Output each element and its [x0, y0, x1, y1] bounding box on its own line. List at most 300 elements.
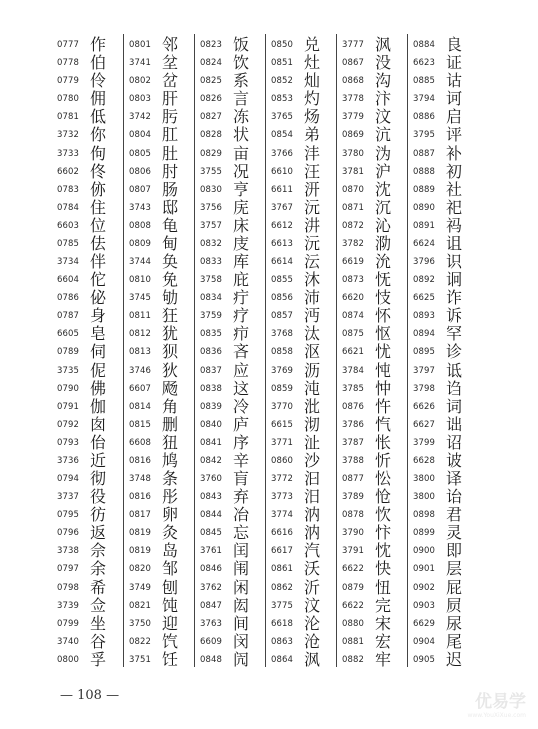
character-code: 0781	[57, 112, 80, 123]
character-code: 0905	[413, 654, 436, 665]
character-code: 0836	[200, 347, 223, 358]
character-glyph: 坌	[162, 53, 179, 73]
character-code: 3751	[129, 654, 152, 665]
character-glyph: 评	[446, 125, 463, 145]
character-code: 3737	[57, 492, 80, 503]
character-glyph: 疖	[233, 324, 250, 344]
character-glyph: 诎	[446, 414, 463, 434]
character-code: 0853	[271, 94, 294, 105]
character-glyph: 佛	[90, 378, 107, 398]
character-glyph: 怆	[375, 487, 392, 507]
character-glyph: 饭	[233, 35, 250, 54]
character-glyph: 谷	[90, 631, 107, 651]
character-glyph: 汫	[304, 215, 321, 235]
character-glyph: 兑	[304, 35, 321, 54]
character-glyph: 忡	[375, 378, 392, 398]
character-glyph: 佁	[90, 432, 107, 452]
character-column	[413, 34, 479, 667]
character-glyph: 屁	[446, 577, 463, 597]
character-glyph: 灿	[304, 71, 321, 91]
character-code: 0903	[413, 600, 436, 611]
character-glyph: 沣	[304, 143, 321, 163]
character-glyph: 岔	[162, 71, 179, 91]
character-glyph: 沅	[304, 197, 321, 217]
character-code: 0783	[57, 184, 80, 195]
character-code: 0812	[129, 329, 152, 340]
character-code: 3777	[342, 40, 365, 50]
character-code: 0869	[342, 130, 365, 141]
character-code: 3766	[271, 148, 294, 159]
page-number: — 108 —	[60, 688, 120, 703]
character-column	[129, 34, 195, 667]
character-code: 6627	[413, 419, 436, 430]
character-code: 6604	[57, 275, 80, 286]
character-glyph: 饮	[233, 53, 250, 73]
character-code: 0860	[271, 455, 294, 466]
character-glyph: 沙	[304, 450, 321, 470]
character-glyph: 饪	[162, 649, 179, 669]
character-glyph: 沆	[375, 125, 392, 145]
character-code: 0884	[413, 40, 436, 50]
character-code: 3778	[342, 94, 365, 105]
character-glyph: 伯	[90, 53, 107, 73]
character-code: 6625	[413, 293, 436, 304]
character-code: 3746	[129, 365, 152, 376]
character-code: 0780	[57, 94, 80, 105]
character-glyph: 㑊	[90, 179, 107, 199]
character-code: 3757	[200, 220, 223, 231]
character-glyph: 诊	[446, 342, 463, 362]
character-glyph: 奂	[162, 252, 179, 272]
character-glyph: 忳	[375, 360, 392, 380]
character-glyph: 佥	[90, 595, 107, 615]
character-code: 0900	[413, 546, 436, 557]
character-code: 0861	[271, 564, 294, 575]
character-code: 0810	[129, 275, 152, 286]
character-code: 3739	[57, 600, 80, 611]
character-glyph: 住	[90, 197, 107, 217]
character-glyph: 忱	[375, 541, 392, 561]
character-code: 6622	[342, 564, 365, 575]
character-code: 0858	[271, 347, 294, 358]
character-glyph: 希	[90, 577, 107, 597]
character-code: 0889	[413, 184, 436, 195]
character-glyph: 忧	[375, 342, 392, 362]
character-code: 0808	[129, 220, 152, 231]
character-code: 3775	[271, 600, 294, 611]
character-glyph: 狃	[162, 432, 179, 452]
character-code: 0839	[200, 401, 223, 412]
character-glyph: 灼	[304, 89, 321, 109]
character-glyph: 忮	[375, 288, 392, 308]
character-code: 6602	[57, 166, 80, 177]
character-glyph: 迎	[162, 613, 179, 633]
character-glyph: 灵	[446, 523, 463, 543]
character-code: 3767	[271, 202, 294, 213]
character-glyph: 肛	[162, 125, 179, 145]
character-code: 6619	[342, 257, 365, 268]
character-code: 3790	[342, 528, 365, 539]
character-code: 3800	[413, 474, 436, 485]
character-glyph: 怄	[375, 324, 392, 344]
character-glyph: 汶	[304, 595, 321, 615]
character-code: 3761	[200, 546, 223, 557]
character-glyph: 彻	[90, 469, 107, 489]
character-glyph: 佘	[90, 541, 107, 561]
character-code: 0785	[57, 238, 80, 249]
character-glyph: 甸	[162, 233, 179, 253]
character-code: 0890	[413, 202, 436, 213]
character-code: 3794	[413, 94, 436, 105]
character-code: 0898	[413, 510, 436, 521]
character-code: 0899	[413, 528, 436, 539]
character-code: 0848	[200, 654, 223, 665]
character-code: 3741	[129, 58, 152, 69]
character-glyph: 肠	[162, 179, 179, 199]
character-code: 0777	[57, 40, 80, 50]
character-glyph: 汭	[304, 505, 321, 525]
character-table	[57, 34, 481, 667]
character-glyph: 沦	[304, 613, 321, 633]
character-code: 6611	[271, 184, 294, 195]
character-glyph: 佣	[90, 89, 107, 109]
character-glyph: 坐	[90, 613, 107, 633]
character-glyph: 补	[446, 143, 463, 163]
character-glyph: 闰	[233, 541, 250, 561]
character-glyph: 佗	[90, 270, 107, 290]
character-code: 6605	[57, 329, 80, 340]
character-code: 0864	[271, 654, 294, 665]
character-glyph: 佝	[90, 143, 107, 163]
character-code: 3762	[200, 582, 223, 593]
character-code: 3756	[200, 202, 223, 213]
character-code: 0879	[342, 582, 365, 593]
character-code: 3782	[342, 238, 365, 249]
character-code: 6607	[129, 383, 152, 394]
character-glyph: 汽	[304, 541, 321, 561]
character-glyph: 庋	[233, 233, 250, 253]
character-code: 6626	[413, 401, 436, 412]
character-code: 0850	[271, 40, 294, 50]
character-code: 0875	[342, 329, 365, 340]
character-glyph: 沄	[304, 252, 321, 272]
character-glyph: 邻	[162, 35, 179, 54]
character-glyph: 饩	[162, 631, 179, 651]
character-code: 0835	[200, 329, 223, 340]
character-code: 0822	[129, 636, 152, 647]
character-code: 0779	[57, 76, 80, 87]
character-glyph: 沩	[375, 143, 392, 163]
character-glyph: 诇	[446, 270, 463, 290]
character-code: 0841	[200, 437, 223, 448]
character-code: 3795	[413, 130, 436, 141]
character-glyph: 言	[233, 89, 250, 109]
character-code: 0857	[271, 311, 294, 322]
character-glyph: 沨	[375, 35, 392, 54]
character-glyph: 宏	[375, 631, 392, 651]
character-code: 0824	[200, 58, 223, 69]
character-code: 3785	[342, 383, 365, 394]
character-glyph: 狄	[162, 360, 179, 380]
character-code: 0801	[129, 40, 152, 50]
character-glyph: 尿	[446, 613, 463, 633]
character-glyph: 序	[233, 432, 250, 452]
character-glyph: 汶	[375, 107, 392, 127]
character-code: 0787	[57, 311, 80, 322]
character-glyph: 役	[90, 487, 107, 507]
character-code: 3800	[413, 492, 436, 503]
character-glyph: 沂	[304, 577, 321, 597]
character-glyph: 汩	[304, 469, 321, 489]
character-glyph: 诃	[446, 89, 463, 109]
character-glyph: 伴	[90, 252, 107, 272]
character-glyph: 诌	[446, 378, 463, 398]
character-glyph: 忻	[375, 450, 392, 470]
character-glyph: 君	[446, 505, 463, 525]
character-code: 0807	[129, 184, 152, 195]
character-code: 0862	[271, 582, 294, 593]
character-glyph: 冻	[233, 107, 250, 127]
character-code: 3788	[342, 455, 365, 466]
character-code: 0847	[200, 600, 223, 611]
character-code: 0791	[57, 401, 80, 412]
watermark-url: www.YouXiXue.com	[467, 712, 526, 719]
character-code: 6614	[271, 257, 294, 268]
character-code: 0881	[342, 636, 365, 647]
character-glyph: 作	[90, 35, 107, 54]
character-code: 0806	[129, 166, 152, 177]
character-code: 3765	[271, 112, 294, 123]
character-code: 0878	[342, 510, 365, 521]
character-glyph: 诏	[446, 432, 463, 452]
character-glyph: 飏	[162, 378, 179, 398]
character-glyph: 迟	[446, 649, 463, 669]
character-code: 3769	[271, 365, 294, 376]
character-code: 3773	[271, 492, 294, 503]
character-code: 3749	[129, 582, 152, 593]
character-column	[200, 34, 266, 667]
character-code: 3797	[413, 365, 436, 376]
character-glyph: 彷	[90, 505, 107, 525]
character-glyph: 伶	[90, 71, 107, 91]
character-code: 0904	[413, 636, 436, 647]
character-code: 3743	[129, 202, 152, 213]
character-code: 0829	[200, 148, 223, 159]
character-code: 0846	[200, 564, 223, 575]
character-glyph: 库	[233, 252, 250, 272]
character-code: 0795	[57, 510, 80, 521]
character-glyph: 诈	[446, 288, 463, 308]
watermark	[467, 687, 526, 719]
character-glyph: 沅	[304, 233, 321, 253]
character-glyph: 汧	[304, 179, 321, 199]
character-glyph: 闳	[233, 595, 250, 615]
character-glyph: 犹	[162, 324, 179, 344]
character-glyph: 沛	[304, 288, 321, 308]
character-glyph: 识	[446, 252, 463, 272]
character-glyph: 庐	[233, 414, 250, 434]
character-glyph: 弟	[304, 125, 321, 145]
character-code: 3789	[342, 492, 365, 503]
character-glyph: 忺	[375, 505, 392, 525]
character-code: 0892	[413, 275, 436, 286]
character-glyph: 肓	[233, 469, 250, 489]
character-glyph: 肟	[162, 107, 179, 127]
character-code: 3759	[200, 311, 223, 322]
character-code: 6612	[271, 220, 294, 231]
character-code: 0888	[413, 166, 436, 177]
character-code: 3786	[342, 419, 365, 430]
character-code: 0874	[342, 311, 365, 322]
character-code: 6613	[271, 238, 294, 249]
character-glyph: 狂	[162, 306, 179, 326]
character-code: 0852	[271, 76, 294, 87]
character-glyph: 诐	[446, 450, 463, 470]
character-code: 6629	[413, 618, 436, 629]
character-glyph: 初	[446, 161, 463, 181]
character-code: 3791	[342, 546, 365, 557]
character-glyph: 条	[162, 469, 179, 489]
character-glyph: 沔	[304, 306, 321, 326]
character-glyph: 吝	[233, 342, 250, 362]
character-glyph: 佉	[90, 233, 107, 253]
character-code: 0830	[200, 184, 223, 195]
character-code: 0802	[129, 76, 152, 87]
character-code: 0873	[342, 275, 365, 286]
character-code: 6608	[129, 437, 152, 448]
character-column	[57, 34, 123, 667]
character-code: 0817	[129, 510, 152, 521]
character-glyph: 怀	[375, 306, 392, 326]
character-column	[271, 34, 337, 667]
character-glyph: 沧	[304, 631, 321, 651]
character-code: 0826	[200, 94, 223, 105]
character-glyph: 没	[375, 53, 392, 73]
character-code: 0845	[200, 528, 223, 539]
character-glyph: 牢	[375, 649, 392, 669]
character-glyph: 忤	[375, 396, 392, 416]
character-code: 3734	[57, 257, 80, 268]
character-glyph: 岛	[162, 541, 179, 561]
character-code: 0790	[57, 383, 80, 394]
character-glyph: 灶	[304, 53, 321, 73]
character-glyph: 汰	[304, 324, 321, 344]
character-code: 0828	[200, 130, 223, 141]
character-code: 0851	[271, 58, 294, 69]
character-code: 6610	[271, 166, 294, 177]
character-code: 6623	[413, 58, 436, 69]
character-code: 3763	[200, 618, 223, 629]
character-code: 6609	[200, 636, 223, 647]
character-code: 0816	[129, 455, 152, 466]
character-code: 3771	[271, 437, 294, 448]
character-glyph: 彤	[162, 487, 179, 507]
character-code: 3799	[413, 437, 436, 448]
character-code: 0886	[413, 112, 436, 123]
character-code: 3733	[57, 148, 80, 159]
character-glyph: 龟	[162, 215, 179, 235]
character-code: 6628	[413, 455, 436, 466]
character-glyph: 闶	[233, 649, 250, 669]
table-row	[342, 649, 408, 671]
character-glyph: 快	[375, 559, 392, 579]
character-code: 3796	[413, 257, 436, 268]
character-code: 3798	[413, 383, 436, 394]
character-glyph: 沪	[375, 161, 392, 181]
character-glyph: 囱	[90, 414, 107, 434]
character-code: 0820	[129, 564, 152, 575]
character-glyph: 低	[90, 107, 107, 127]
character-glyph: 即	[446, 541, 463, 561]
character-code: 0786	[57, 293, 80, 304]
character-code: 6617	[271, 546, 294, 557]
character-code: 3779	[342, 112, 365, 123]
character-code: 0870	[342, 184, 365, 195]
character-glyph: 卵	[162, 505, 179, 525]
character-glyph: 罕	[446, 324, 463, 344]
character-glyph: 词	[446, 396, 463, 416]
character-glyph: 宋	[375, 613, 392, 633]
character-code: 0838	[200, 383, 223, 394]
character-code: 0813	[129, 347, 152, 358]
character-glyph: 层	[446, 559, 463, 579]
character-glyph: 沁	[375, 215, 392, 235]
character-glyph: 闲	[233, 577, 250, 597]
character-glyph: 炀	[304, 107, 321, 127]
character-glyph: 沌	[304, 378, 321, 398]
character-glyph: 泐	[375, 233, 392, 253]
character-glyph: 汨	[304, 487, 321, 507]
character-glyph: 汭	[304, 523, 321, 543]
character-glyph: 间	[233, 613, 250, 633]
character-glyph: 返	[90, 523, 107, 543]
character-glyph: 系	[233, 71, 250, 91]
character-glyph: 沘	[304, 396, 321, 416]
character-glyph: 沤	[304, 342, 321, 362]
character-glyph: 沐	[304, 270, 321, 290]
character-glyph: 疔	[233, 288, 250, 308]
character-glyph: 祃	[446, 215, 463, 235]
character-glyph: 狈	[162, 342, 179, 362]
character-code: 0816	[129, 492, 152, 503]
character-code: 0867	[342, 58, 365, 69]
character-code: 3760	[200, 474, 223, 485]
character-glyph: 亨	[233, 179, 250, 199]
character-code: 0895	[413, 347, 436, 358]
character-code: 3784	[342, 365, 365, 376]
character-code: 3780	[342, 148, 365, 159]
character-code: 3748	[129, 474, 152, 485]
character-code: 0901	[413, 564, 436, 575]
character-code: 0819	[129, 546, 152, 557]
character-code: 0856	[271, 293, 294, 304]
character-code: 0811	[129, 311, 152, 322]
character-code: 0796	[57, 528, 80, 539]
character-glyph: 证	[446, 53, 463, 73]
character-code: 0834	[200, 293, 223, 304]
character-code: 3755	[200, 166, 223, 177]
character-glyph: 伽	[90, 396, 107, 416]
character-glyph: 灸	[162, 523, 179, 543]
character-code: 0859	[271, 383, 294, 394]
character-code: 3768	[271, 329, 294, 340]
character-glyph: 庇	[233, 270, 250, 290]
character-glyph: 皂	[90, 324, 107, 344]
character-code: 0876	[342, 401, 365, 412]
character-code: 0805	[129, 148, 152, 159]
character-glyph: 沈	[375, 179, 392, 199]
character-glyph: 疗	[233, 306, 250, 326]
